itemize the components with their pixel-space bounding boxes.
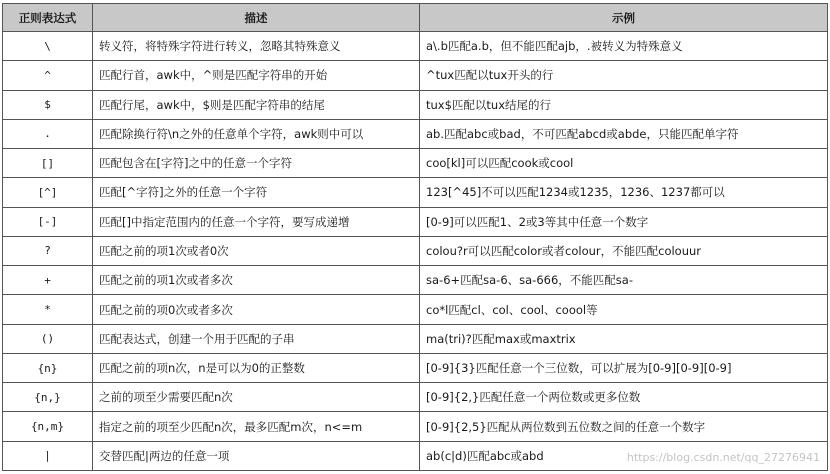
table-row bbox=[3, 412, 828, 441]
example-cell: co*l匹配cl、col、cool、coool等 bbox=[420, 295, 828, 324]
table-row bbox=[3, 266, 828, 295]
regex-cell: $ bbox=[3, 90, 93, 119]
table-row bbox=[3, 90, 828, 119]
table-row bbox=[3, 324, 828, 353]
description-cell: 匹配[]中指定范围内的任意一个字符，要写成递增 bbox=[93, 207, 420, 236]
description-cell: 匹配行首，awk中，^则是匹配字符串的开始 bbox=[93, 61, 420, 90]
description-cell: 匹配之前的项0次或者多次 bbox=[93, 295, 420, 324]
regex-cell: ^ bbox=[3, 61, 93, 90]
table-row bbox=[3, 353, 828, 382]
regex-cell: | bbox=[3, 441, 93, 470]
description-cell: 匹配之前的项n次，n是可以为0的正整数 bbox=[93, 353, 420, 382]
example-cell: tux$匹配以tux结尾的行 bbox=[420, 90, 828, 119]
description-cell: 指定之前的项至少匹配n次，最多匹配m次，n<=m bbox=[93, 412, 420, 441]
example-cell: 123[^45]不可以匹配1234或1235，1236、1237都可以 bbox=[420, 178, 828, 207]
description-cell: 匹配之前的项1次或者0次 bbox=[93, 236, 420, 265]
description-cell: 匹配[^字符]之外的任意一个字符 bbox=[93, 178, 420, 207]
watermark: https://blog.csdn.net/qq_27276941 bbox=[626, 451, 820, 464]
header-regex: 正则表达式 bbox=[3, 4, 93, 32]
table-row bbox=[3, 119, 828, 148]
example-cell: a\.b匹配a.b，但不能匹配ajb，.被转义为特殊意义 bbox=[420, 32, 828, 61]
description-cell: 交替匹配|两边的任意一项 bbox=[93, 441, 420, 470]
table-row bbox=[3, 295, 828, 324]
description-cell: 之前的项至少需要匹配n次 bbox=[93, 383, 420, 412]
example-cell: ma(tri)?匹配max或maxtrix bbox=[420, 324, 828, 353]
example-cell: ^tux匹配以tux开头的行 bbox=[420, 61, 828, 90]
regex-cell: () bbox=[3, 324, 93, 353]
regex-cell: {n,m} bbox=[3, 412, 93, 441]
regex-cell: \ bbox=[3, 32, 93, 61]
example-cell: ab.匹配abc或bad，不可匹配abcd或abde，只能匹配单字符 bbox=[420, 119, 828, 148]
table-row bbox=[3, 207, 828, 236]
example-cell: [0-9]{2,5}匹配从两位数到五位数之间的任意一个数字 bbox=[420, 412, 828, 441]
regex-reference-table bbox=[2, 3, 828, 471]
header-row bbox=[3, 4, 828, 32]
regex-cell: ? bbox=[3, 236, 93, 265]
example-cell: sa-6+匹配sa-6、sa-666，不能匹配sa- bbox=[420, 266, 828, 295]
description-cell: 匹配之前的项1次或者多次 bbox=[93, 266, 420, 295]
regex-cell: * bbox=[3, 295, 93, 324]
regex-cell: {n,} bbox=[3, 383, 93, 412]
table-body bbox=[3, 32, 828, 471]
description-cell: 匹配表达式，创建一个用于匹配的子串 bbox=[93, 324, 420, 353]
regex-cell: . bbox=[3, 119, 93, 148]
regex-cell: [-] bbox=[3, 207, 93, 236]
example-cell: coo[kl]可以匹配cook或cool bbox=[420, 149, 828, 178]
description-cell: 匹配行尾，awk中，$则是匹配字符串的结尾 bbox=[93, 90, 420, 119]
example-cell: ab(c|d)匹配abc或abd bbox=[420, 441, 828, 470]
regex-cell: {n} bbox=[3, 353, 93, 382]
table-row bbox=[3, 178, 828, 207]
example-cell: [0-9]{3}匹配任意一个三位数，可以扩展为[0-9][0-9][0-9] bbox=[420, 353, 828, 382]
table-row bbox=[3, 61, 828, 90]
header-example: 示例 bbox=[420, 4, 828, 32]
example-cell: colou?r可以匹配color或者colour，不能匹配colouur bbox=[420, 236, 828, 265]
description-cell: 匹配包含在[字符]之中的任意一个字符 bbox=[93, 149, 420, 178]
regex-cell: [^] bbox=[3, 178, 93, 207]
table-header bbox=[3, 4, 828, 32]
description-cell: 转义符，将特殊字符进行转义，忽略其特殊意义 bbox=[93, 32, 420, 61]
regex-cell: + bbox=[3, 266, 93, 295]
example-cell: [0-9]可以匹配1、2或3等其中任意一个数字 bbox=[420, 207, 828, 236]
description-cell: 匹配除换行符\n之外的任意单个字符，awk则中可以 bbox=[93, 119, 420, 148]
header-description: 描述 bbox=[93, 4, 420, 32]
table-row bbox=[3, 383, 828, 412]
table-row bbox=[3, 236, 828, 265]
table-row bbox=[3, 149, 828, 178]
regex-cell: [] bbox=[3, 149, 93, 178]
example-cell: [0-9]{2,}匹配任意一个两位数或更多位数 bbox=[420, 383, 828, 412]
table-row bbox=[3, 32, 828, 61]
